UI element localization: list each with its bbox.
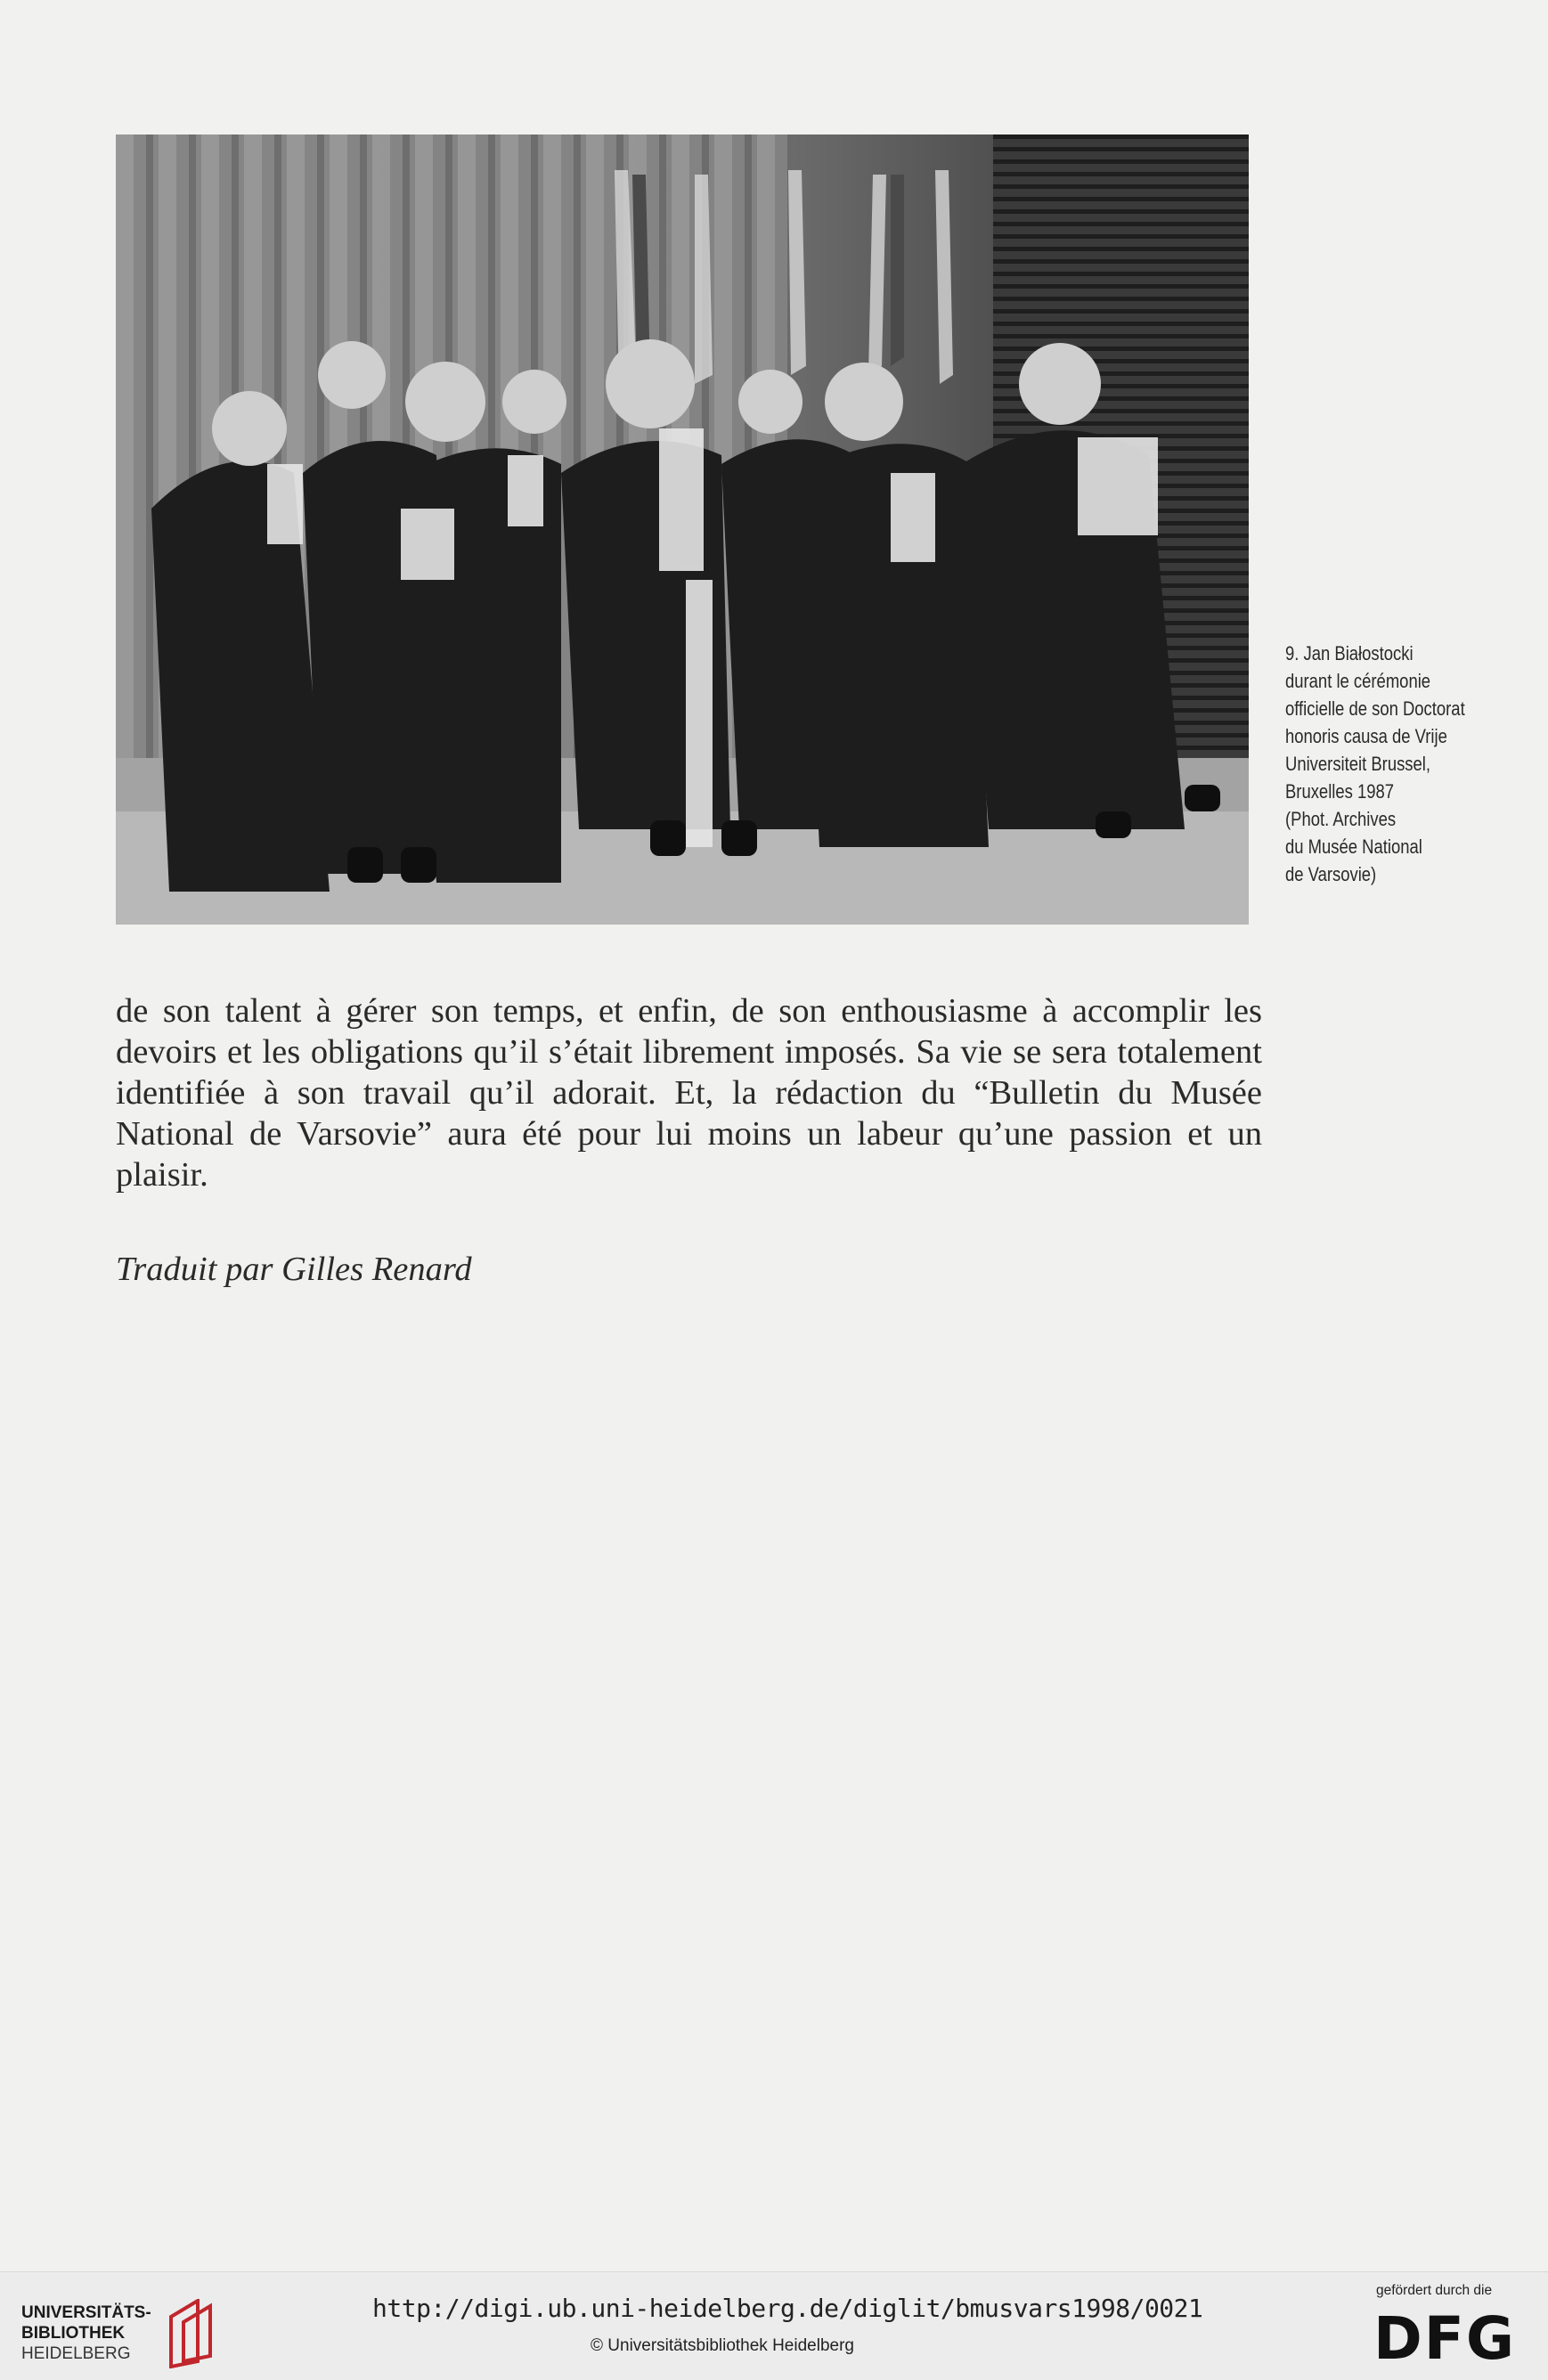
footer-bar bbox=[0, 2271, 1548, 2380]
caption-line: du Musée National bbox=[1285, 835, 1422, 858]
dfg-logo[interactable]: DFG bbox=[1373, 2304, 1517, 2373]
caption-line: (Phot. Archives bbox=[1285, 808, 1397, 830]
translator-credit: Traduit par Gilles Renard bbox=[116, 1251, 472, 1288]
photo-caption bbox=[1285, 640, 1526, 888]
library-logo[interactable] bbox=[21, 2299, 226, 2370]
ceremony-photo-image bbox=[116, 134, 1249, 925]
body-paragraph: de son talent à gérer son temps, et enfin, de son enthousiasme à accomplir les devoirs et les obligations qu’il s’était librement imposés. Sa vie se sera totalement identifiée à son travail qu’il adorait. Et, la rédaction du “Bulletin du Musée National de Varsovie” aura été pour lui moins un labeur qu’une passion et un plaisir. bbox=[116, 992, 1262, 1194]
caption-line: officielle de son Doctorat bbox=[1285, 697, 1465, 720]
library-name-line: BIBLIOTHEK bbox=[21, 2324, 126, 2343]
library-name bbox=[21, 2303, 151, 2364]
ceremony-photo bbox=[116, 134, 1249, 925]
caption-line: Bruxelles 1987 bbox=[1285, 780, 1395, 803]
document-url-link[interactable]: http://digi.ub.uni-heidelberg.de/diglit/bmusvars1998/0021 bbox=[372, 2294, 1203, 2323]
caption-line: 9. Jan Białostocki bbox=[1285, 642, 1414, 664]
funding-label: gefördert durch die bbox=[1376, 2283, 1493, 2298]
library-name-line: UNIVERSITÄTS- bbox=[21, 2303, 151, 2322]
caption-line: honoris causa de Vrije bbox=[1285, 725, 1447, 747]
caption-line: de Varsovie) bbox=[1285, 863, 1377, 885]
caption-line: Universiteit Brussel, bbox=[1285, 753, 1431, 775]
library-name-line: HEIDELBERG bbox=[21, 2344, 131, 2363]
copyright-notice: © Universitätsbibliothek Heidelberg bbox=[591, 2336, 854, 2355]
library-mark-icon bbox=[162, 2299, 224, 2368]
caption-line: durant le cérémonie bbox=[1285, 670, 1431, 692]
